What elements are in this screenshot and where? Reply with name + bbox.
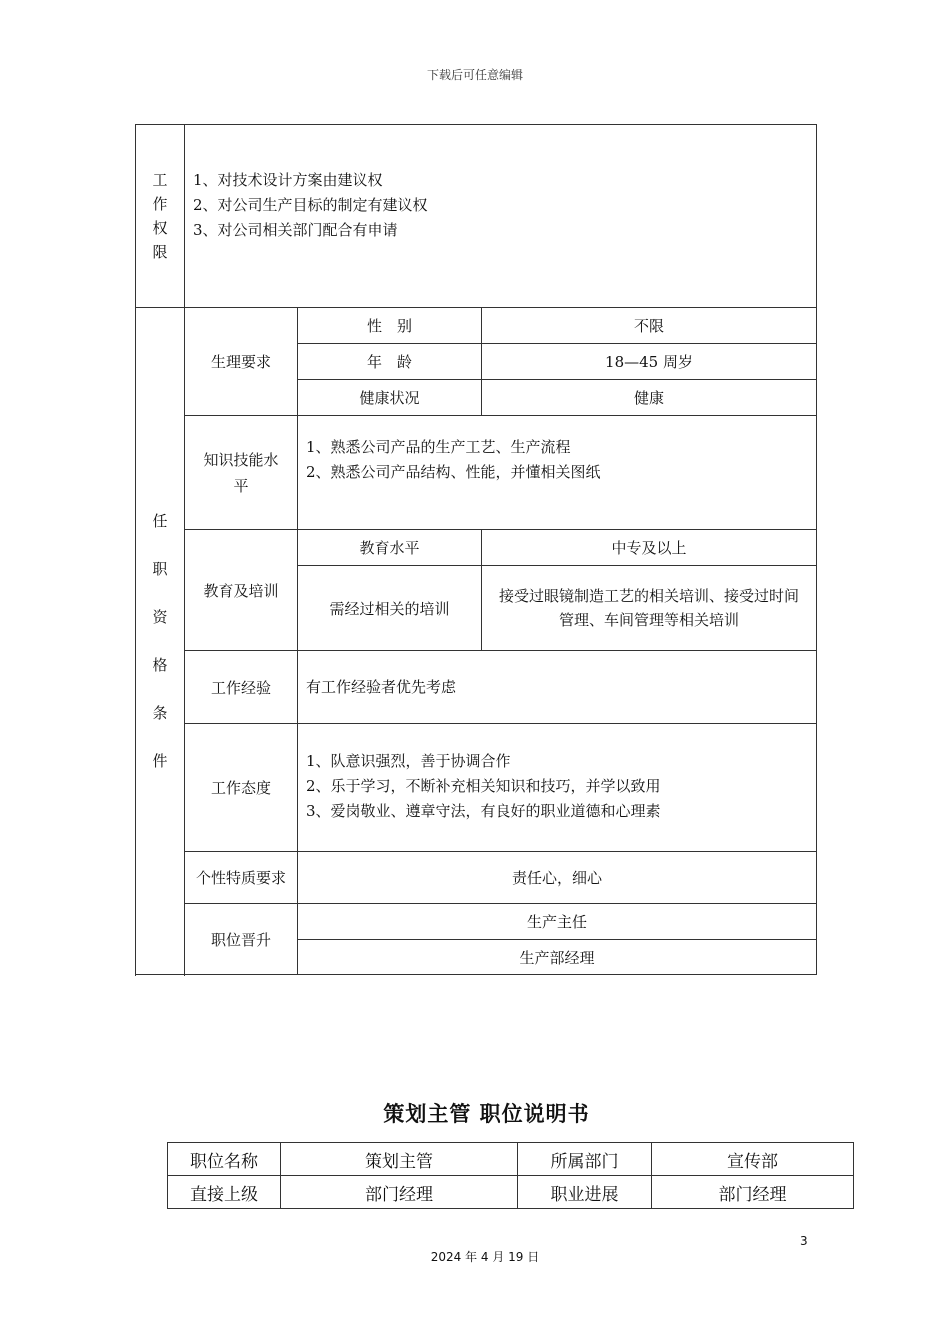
attitude-row xyxy=(136,724,817,852)
list-item: 2、对公司生产目标的制定有建议权 xyxy=(193,195,428,214)
authority-label: 工 作 权 限 xyxy=(136,125,185,308)
experience-value: 有工作经验者优先考虑 xyxy=(298,651,817,724)
header-note: 下载后可任意编辑 xyxy=(426,68,523,82)
position-info-table xyxy=(167,1142,854,1209)
page-number: 3 xyxy=(800,1234,808,1248)
attitude-label: 工作态度 xyxy=(185,724,298,852)
personality-label: 个性特质要求 xyxy=(185,852,298,904)
attitude-list xyxy=(298,724,817,852)
promotion-label: 职位晋升 xyxy=(185,904,298,975)
position-name-key: 职位名称 xyxy=(168,1143,281,1176)
education-level-key: 教育水平 xyxy=(298,530,482,566)
personality-row xyxy=(136,852,817,904)
career-path-value: 部门经理 xyxy=(652,1176,854,1209)
table-row xyxy=(168,1143,854,1176)
list-item: 2、乐于学习，不断补充相关知识和技巧，并学以致用 xyxy=(306,777,661,795)
list-item: 1、对技术设计方案由建议权 xyxy=(193,170,383,189)
physical-row-gender xyxy=(136,308,817,344)
health-value: 健康 xyxy=(482,380,817,416)
list-item: 1、熟悉公司产品的生产工艺、生产流程 xyxy=(306,438,571,456)
promotion-value-2: 生产部经理 xyxy=(298,940,817,975)
education-level-value: 中专及以上 xyxy=(482,530,817,566)
section2-title: 策划主管 职位说明书 xyxy=(383,1101,590,1126)
supervisor-key: 直接上级 xyxy=(168,1176,281,1209)
department-value: 宣传部 xyxy=(652,1143,854,1176)
list-item: 3、对公司相关部门配合有申请 xyxy=(193,220,398,239)
experience-label: 工作经验 xyxy=(185,651,298,724)
department-key: 所属部门 xyxy=(518,1143,652,1176)
personality-value: 责任心，细心 xyxy=(298,852,817,904)
knowledge-list xyxy=(298,416,817,530)
position-name-value: 策划主管 xyxy=(281,1143,518,1176)
age-value: 18—45 周岁 xyxy=(482,344,817,380)
training-key: 需经过相关的培训 xyxy=(298,566,482,651)
authority-row xyxy=(136,125,817,308)
gender-value: 不限 xyxy=(482,308,817,344)
career-path-key: 职业进展 xyxy=(518,1176,652,1209)
gender-key: 性 别 xyxy=(298,308,482,344)
qualifications-label: 任 职 资 格 条 件 xyxy=(136,308,185,975)
age-key: 年 龄 xyxy=(298,344,482,380)
footer-date: 2024 年 4 月 19 日 xyxy=(430,1250,540,1264)
promotion-row-1 xyxy=(136,904,817,940)
list-item: 3、爱岗敬业、遵章守法，有良好的职业道德和心理素 xyxy=(306,802,661,820)
supervisor-value: 部门经理 xyxy=(281,1176,518,1209)
education-row-level xyxy=(136,530,817,566)
health-key: 健康状况 xyxy=(298,380,482,416)
experience-row xyxy=(136,651,817,724)
list-item: 1、队意识强烈，善于协调合作 xyxy=(306,752,511,770)
training-value: 接受过眼镜制造工艺的相关培训、接受过时间管理、车间管理等相关培训 xyxy=(482,566,817,651)
authority-list xyxy=(185,125,817,308)
knowledge-row xyxy=(136,416,817,530)
physical-label: 生理要求 xyxy=(185,308,298,416)
education-label: 教育及培训 xyxy=(185,530,298,651)
promotion-value-1: 生产主任 xyxy=(298,904,817,940)
list-item: 2、熟悉公司产品结构、性能，并懂相关图纸 xyxy=(306,463,601,481)
job-requirements-table xyxy=(135,124,817,975)
knowledge-label: 知识技能水平 xyxy=(185,416,298,530)
table-row xyxy=(168,1176,854,1209)
